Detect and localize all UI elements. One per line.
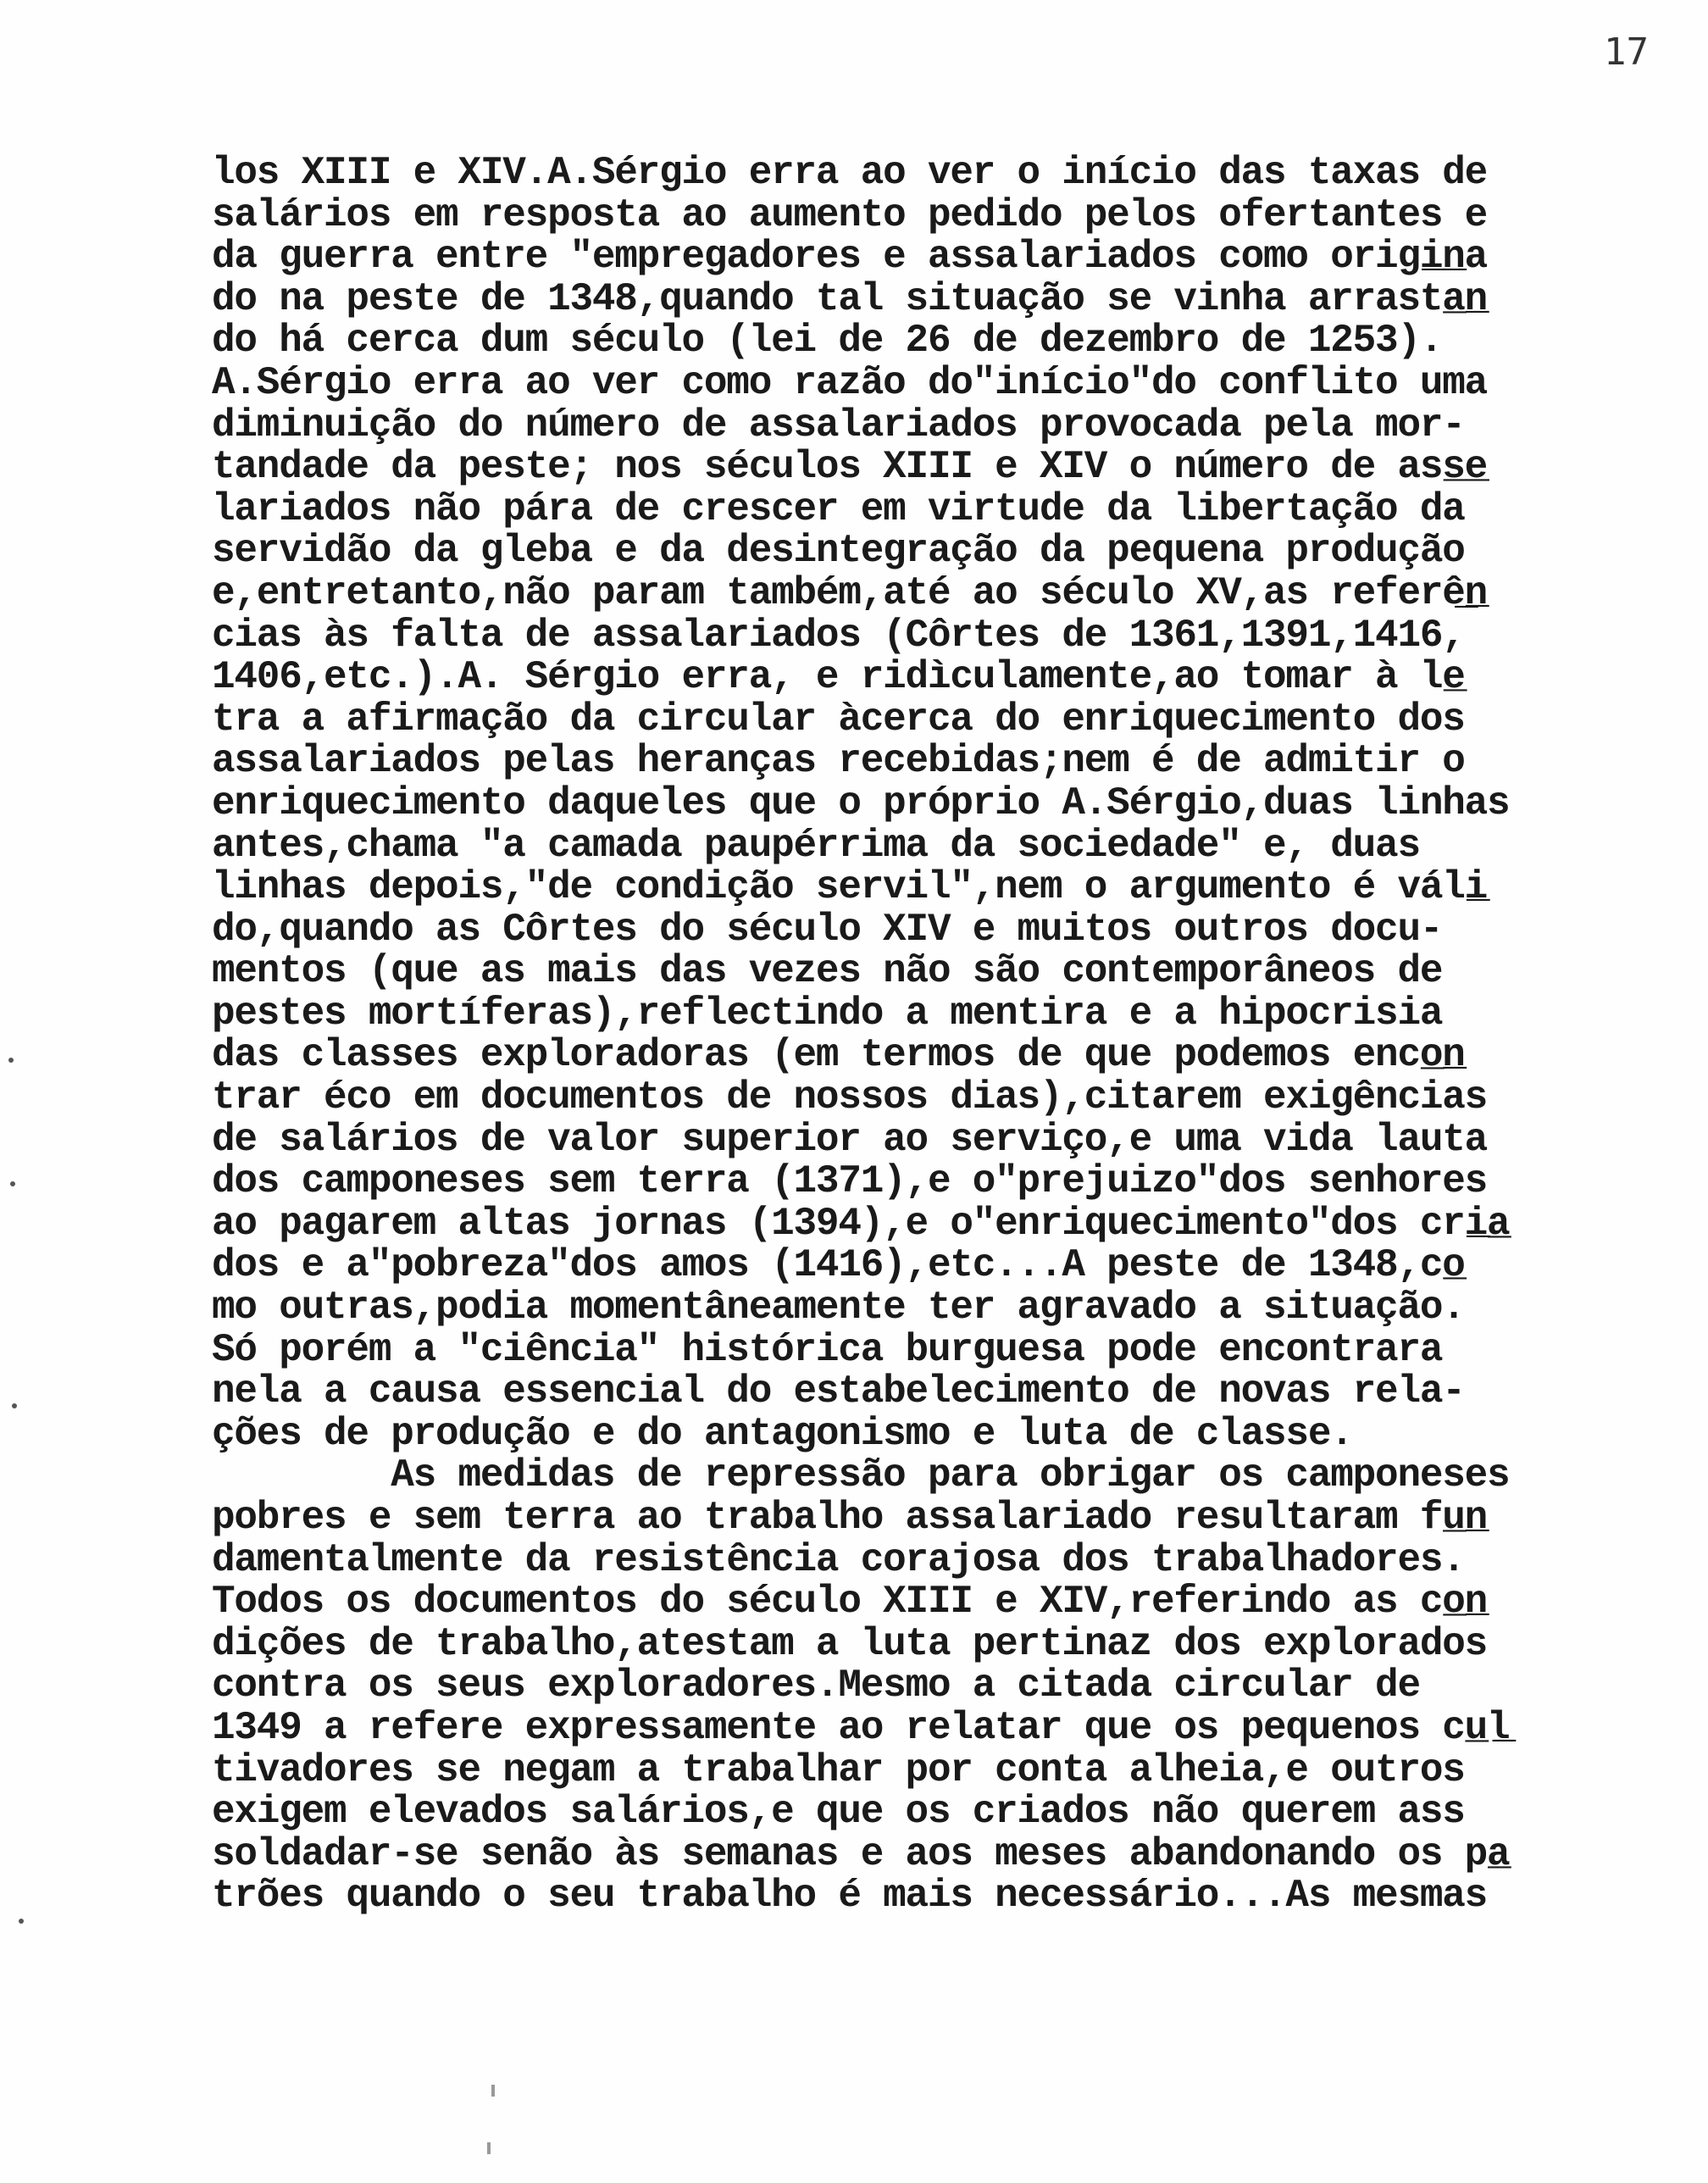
- text-line: damentalmente da resistência corajosa dos trabalhadores.: [212, 1539, 1465, 1582]
- body-text: [212, 153, 1652, 1918]
- text-line: de salários de valor superior ao serviço,e uma vida lauta: [212, 1119, 1488, 1162]
- text-line: pobres e sem terra ao trabalho assalariado resultaram fu̲n̲: [212, 1497, 1488, 1540]
- text-line: dições de trabalho,atestam a luta pertinaz dos explorados: [212, 1623, 1488, 1666]
- text-line: ções de produção e do antagonismo e luta de classe.: [212, 1413, 1353, 1456]
- text-line: do,quando as Côrtes do século XIV e muitos outros docu-: [212, 908, 1443, 952]
- text-line: 1406,etc.).A. Sérgio erra, e ridìculamente,ao tomar à le̲: [212, 657, 1465, 699]
- text-line: linhas depois,"de condição servil",nem o argumento é váli̲: [212, 867, 1488, 909]
- text-line: dos camponeses sem terra (1371),e o"prejuizo"dos senhores: [212, 1161, 1488, 1203]
- text-line: e,entretanto,não param também,até ao século XV,as referê̲n̲: [212, 572, 1488, 615]
- text-line: ao pagarem altas jornas (1394),e o"enriquecimento"dos cri̲a̲: [212, 1203, 1510, 1246]
- text-line: cias às falta de assalariados (Côrtes de 1361,1391,1416,: [212, 614, 1465, 658]
- page-number: 17: [1604, 31, 1649, 74]
- text-line: enriquecimento daqueles que o próprio A.Sérgio,duas linhas: [212, 782, 1510, 825]
- text-line: pestes mortíferas),reflectindo a mentira e a hipocrisia: [212, 992, 1443, 1036]
- text-line: nela a causa essencial do estabelecimento de novas rela-: [212, 1371, 1465, 1414]
- text-line: servidão da gleba e da desintegração da pequena produção: [212, 530, 1465, 573]
- text-line: lariados não pára de crescer em virtude da libertação da: [212, 488, 1465, 531]
- text-line: mentos (que as mais das vezes não são contemporâneos de: [212, 951, 1443, 993]
- scan-speck: [10, 1181, 15, 1186]
- text-line: tra a afirmação da circular àcerca do enriquecimento dos: [212, 698, 1465, 742]
- text-line: tandade da peste; nos séculos XIII e XIV o número de ass̲e̲: [212, 447, 1488, 489]
- scan-speck: [19, 1919, 24, 1924]
- scan-speck: [12, 1403, 17, 1408]
- text-line: diminuição do número de assalariados provocada pela mor-: [212, 404, 1465, 447]
- text-line: antes,chama "a camada paupérrima da sociedade" e, duas: [212, 825, 1420, 868]
- text-line: trar éco em documentos de nossos dias),citarem exigências: [212, 1077, 1488, 1119]
- text-line: A.Sérgio erra ao ver como razão do"início"do conflito uma: [212, 362, 1488, 405]
- text-line: tivadores se negam a trabalhar por conta alheia,e outros: [212, 1749, 1465, 1792]
- text-line: Todos os documentos do século XIII e XIV,referindo as co̲n̲: [212, 1581, 1488, 1624]
- text-line: exigem elevados salários,e que os criados não querem ass: [212, 1791, 1465, 1834]
- text-line: soldadar-se senão às semanas e aos meses abandonando os pa̲: [212, 1833, 1510, 1876]
- text-line: mo outras,podia momentâneamente ter agravado a situação.: [212, 1287, 1465, 1330]
- text-line: As medidas de repressão para obrigar os camponeses: [212, 1455, 1510, 1497]
- text-line: Só porém a "ciência" histórica burguesa pode encontrara: [212, 1329, 1443, 1372]
- text-line: dos e a"pobreza"dos amos (1416),etc...A peste de 1348,co̲: [212, 1245, 1465, 1288]
- text-line: 1349 a refere expressamente ao relatar que os pequenos cu̲l̲: [212, 1707, 1510, 1750]
- text-line: das classes exploradoras (em termos de que podemos enco̲n̲: [212, 1035, 1465, 1078]
- scan-speck: [8, 1058, 14, 1063]
- text-line: salários em resposta ao aumento pedido pelos ofertantes e: [212, 194, 1488, 237]
- text-line: do há cerca dum século (lei de 26 de dezembro de 1253).: [212, 320, 1443, 363]
- text-line: contra os seus exploradores.Mesmo a citada circular de: [212, 1665, 1420, 1708]
- text-line: trões quando o seu trabalho é mais necessário...As mesmas: [212, 1875, 1488, 1918]
- text-line: do na peste de 1348,quando tal situação se vinha arrasta̲n̲: [212, 278, 1488, 321]
- scan-speck: [491, 2085, 495, 2097]
- text-line: da guerra entre "empregadores e assalariados como origi̲n̲a: [212, 236, 1488, 279]
- scan-speck: [487, 2142, 491, 2154]
- text-line: los XIII e XIV.A.Sérgio erra ao ver o início das taxas de: [212, 153, 1488, 195]
- text-line: assalariados pelas heranças recebidas;nem é de admitir o: [212, 741, 1465, 783]
